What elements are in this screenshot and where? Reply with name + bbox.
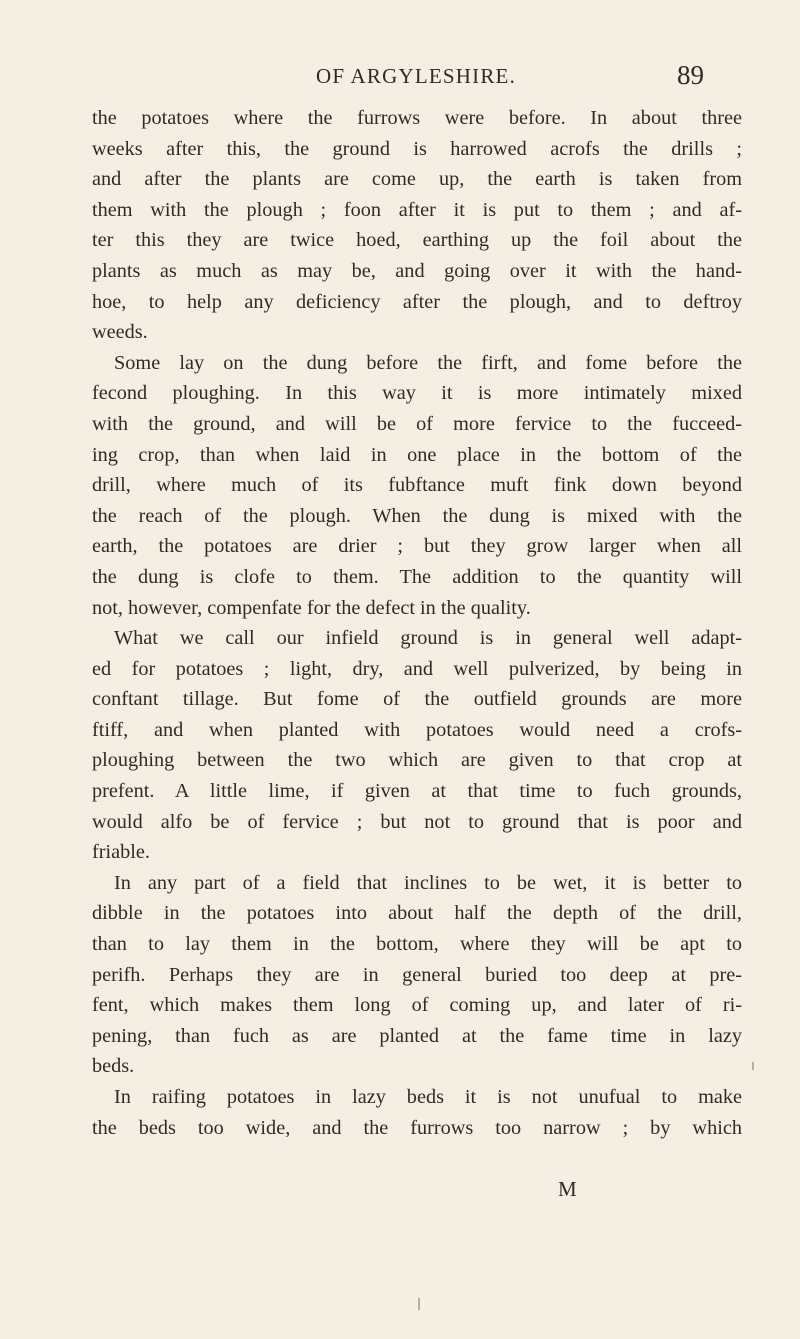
text-line: the potatoes where the furrows were before. In about three <box>92 107 742 129</box>
catchword: M <box>558 1177 577 1201</box>
text-line: dibble in the potatoes into about half the depth of the drill, <box>92 902 742 925</box>
text-line: fecond ploughing. In this way it is more intimately mixed <box>92 382 742 405</box>
text-line: not, however, compenfate for the defect in the quality. <box>92 596 531 619</box>
text-line: with the ground, and will be of more fervice to the fucceed- <box>92 412 742 435</box>
running-head <box>0 56 800 96</box>
text-line: weeds. <box>92 321 148 344</box>
text-line: beds. <box>92 1055 135 1078</box>
text-line: the beds too wide, and the furrows too narrow ; by which <box>92 1116 742 1139</box>
text-line: ploughing between the two which are given to that crop at <box>92 749 742 772</box>
text-line: them with the plough ; foon after it is put to them ; and af- <box>92 198 742 221</box>
text-line: hoe, to help any deficiency after the plough, and to deftroy <box>92 290 742 313</box>
text-line: than to lay them in the bottom, where they will be apt to <box>92 933 742 956</box>
text-line: ter this they are twice hoed, earthing up the foil about the <box>92 229 742 252</box>
text-line: pening, than fuch as are planted at the fame time in lazy <box>92 1024 742 1047</box>
text-line: ed for potatoes ; light, dry, and well pulverized, by being in <box>92 657 742 680</box>
text-line: the dung is clofe to them. The addition to the quantity will <box>92 565 742 588</box>
page-number: 89 <box>677 60 704 90</box>
paper-speck <box>752 1062 754 1070</box>
text-line: fent, which makes them long of coming up, and later of ri- <box>92 994 742 1017</box>
text-line: would alfo be of fervice ; but not to ground that is poor and <box>92 810 742 833</box>
text-line: In any part of a field that inclines to be wet, it is better to <box>114 871 742 894</box>
text-line: Some lay on the dung before the firft, and fome before the <box>114 351 742 374</box>
text-line: perifh. Perhaps they are in general buried too deep at pre- <box>92 963 742 986</box>
paper-speck <box>418 1298 420 1310</box>
text-line: earth, the potatoes are drier ; but they grow larger when all <box>92 535 742 558</box>
body-text <box>92 103 742 1143</box>
text-line: prefent. A little lime, if given at that time to fuch grounds, <box>92 780 742 803</box>
text-line: ftiff, and when planted with potatoes would need a crofs- <box>92 718 742 741</box>
text-line: ing crop, than when laid in one place in the bottom of the <box>92 443 742 466</box>
text-line: What we call our infield ground is in general well adapt- <box>114 627 742 650</box>
text-line: weeks after this, the ground is harrowed acrofs the drills ; <box>92 137 742 160</box>
text-line: drill, where much of its fubftance muft fink down beyond <box>92 474 742 497</box>
running-head-title: OF ARGYLESHIRE. <box>316 64 517 88</box>
text-line: In raifing potatoes in lazy beds it is not unufual to make <box>114 1086 742 1108</box>
text-line: conftant tillage. But fome of the outfield grounds are more <box>92 688 742 711</box>
text-line: friable. <box>92 841 150 864</box>
text-line: and after the plants are come up, the earth is taken from <box>92 168 742 191</box>
text-line: the reach of the plough. When the dung is mixed with the <box>92 504 742 527</box>
text-line: plants as much as may be, and going over it with the hand- <box>92 259 742 282</box>
